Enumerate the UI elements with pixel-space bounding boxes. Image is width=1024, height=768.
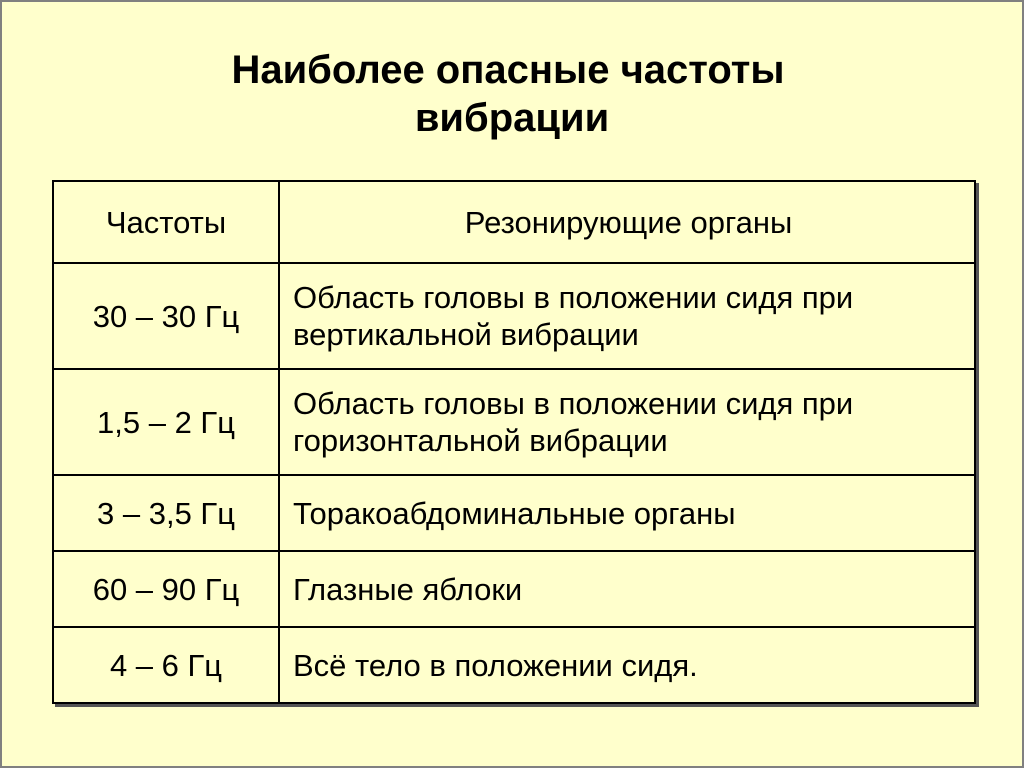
table-row — [53, 627, 975, 703]
table-row — [53, 551, 975, 627]
row-organs: Область головы в положении сидя при вертикальной вибрации — [279, 263, 975, 369]
row-organs: Всё тело в положении сидя. — [279, 627, 975, 703]
row-frequency: 1,5 – 2 Гц — [53, 369, 279, 475]
slide-title-line-2: вибрации — [414, 96, 610, 140]
row-frequency: 60 – 90 Гц — [53, 551, 279, 627]
header-frequency: Частоты — [53, 181, 279, 263]
row-frequency: 4 – 6 Гц — [53, 627, 279, 703]
table-row — [53, 369, 975, 475]
row-frequency: 30 – 30 Гц — [53, 263, 279, 369]
header-organs: Резонирующие органы — [279, 181, 975, 263]
slide-title — [2, 46, 1022, 142]
row-organs: Глазные яблоки — [279, 551, 975, 627]
row-organs: Область головы в положении сидя при горизонтальной вибрации — [279, 369, 975, 475]
frequency-table — [52, 180, 976, 704]
row-frequency: 3 – 3,5 Гц — [53, 475, 279, 551]
row-organs: Торакоабдоминальные органы — [279, 475, 975, 551]
table-row — [53, 475, 975, 551]
slide-title-line-1: Наиболее опасные частоты — [231, 48, 785, 92]
table-header-row — [53, 181, 975, 263]
table-row — [53, 263, 975, 369]
